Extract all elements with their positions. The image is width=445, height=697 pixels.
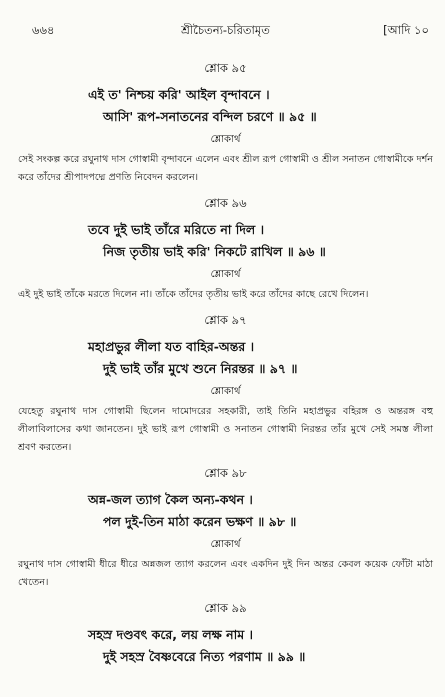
book-title: শ্রীচৈতন্য-চরিতামৃত [181, 23, 270, 37]
translation-text: রঘুনাথ দাস গোস্বামী ধীরে ধীরে অন্নজল ত্যাগ করলেন এবং একদিন দুই দিন অন্তর কেবল কয়েক ফোঁটা মাঠা খেতেন। [18, 559, 433, 588]
sloka-title: শ্লোক ৯৫ [204, 61, 247, 75]
verse-line: দুই ভাই তাঁর মুখে শুনে নিরন্তর ॥ ৯৭ ॥ [103, 361, 298, 376]
translation-text: যেহেতু রঘুনাথ দাস গোস্বামী ছিলেন দামোদরের সহকারী, তাই তিনি মহাপ্রভুর বহিরঙ্গ ও অন্তরঙ্গ বহু লীলাবিলাসের কথা জানতেন। দুই ভাই রূপ গোস্বামী ও সনাতন গোস্বামী নিরন্তর তাঁর মুখে সেই সমস্ত লীলা শ্রবণ করতেন। [18, 406, 433, 453]
sloka-title: শ্লোক ৯৯ [204, 601, 247, 615]
section-label: [আদি ১০ [383, 23, 429, 37]
verse-line: তবে দুই ভাই তাঁরে মরিতে না দিল । [88, 222, 265, 237]
sloka-99 [18, 600, 433, 668]
verse-line: নিজ তৃতীয় ভাই করি' নিকটে রাখিল ॥ ৯৬ ॥ [103, 244, 326, 259]
translation-text: সেই সংকল্প করে রঘুনাথ দাস গোস্বামী বৃন্দাবনে এলেন এবং শ্রীল রূপ গোস্বামী ও শ্রীল সনাতন গোস্বামীকে দর্শন করে তাঁদের শ্রীপাদপদ্মে প্রণতি নিবেদন করলেন। [18, 154, 433, 183]
verse-line: মহাপ্রভুর লীলা যত বাহির-অন্তর । [88, 339, 255, 354]
page-number: ৬৬৪ [32, 23, 55, 37]
verse-sections [18, 52, 433, 676]
meaning-title: শ্লোকার্থ [210, 269, 241, 280]
verse-line: দুই সহস্র বৈষ্ণবেরে নিত্য পরণাম ॥ ৯৯ ॥ [103, 649, 306, 664]
verse-line: সহস্র দণ্ডবৎ করে, লয় লক্ষ নাম । [88, 627, 254, 642]
verse-line: পল দুই-তিন মাঠা করেন ভক্ষণ ॥ ৯৮ ॥ [103, 514, 297, 529]
meaning-title: শ্লোকার্থ [210, 386, 241, 397]
meaning-title: শ্লোকার্থ [210, 134, 241, 145]
sloka-95 [18, 60, 433, 187]
sloka-title: শ্লোক ৯৮ [204, 466, 247, 480]
verse-line: এই ত' নিশ্চয় করি' আইল বৃন্দাবনে । [88, 87, 270, 102]
verse-line: আসি' রূপ-সনাতনের বন্দিল চরণে ॥ ৯৫ ॥ [103, 109, 317, 124]
sloka-98 [18, 465, 433, 592]
verse-line: অন্ন-জল ত্যাগ কৈল অন্য-কথন । [88, 492, 253, 507]
sloka-title: শ্লোক ৯৬ [204, 196, 247, 210]
meaning-title: শ্লোকার্থ [210, 539, 241, 550]
sloka-title: শ্লোক ৯৭ [204, 313, 247, 327]
translation-text: এই দুই ভাই তাঁকে মরতে দিলেন না। তাঁকে তাঁদের তৃতীয় ভাই করে তাঁদের কাছে রেখে দিলেন। [18, 289, 369, 300]
sloka-97 [18, 312, 433, 457]
page-header [18, 22, 433, 42]
sloka-96 [18, 195, 433, 304]
